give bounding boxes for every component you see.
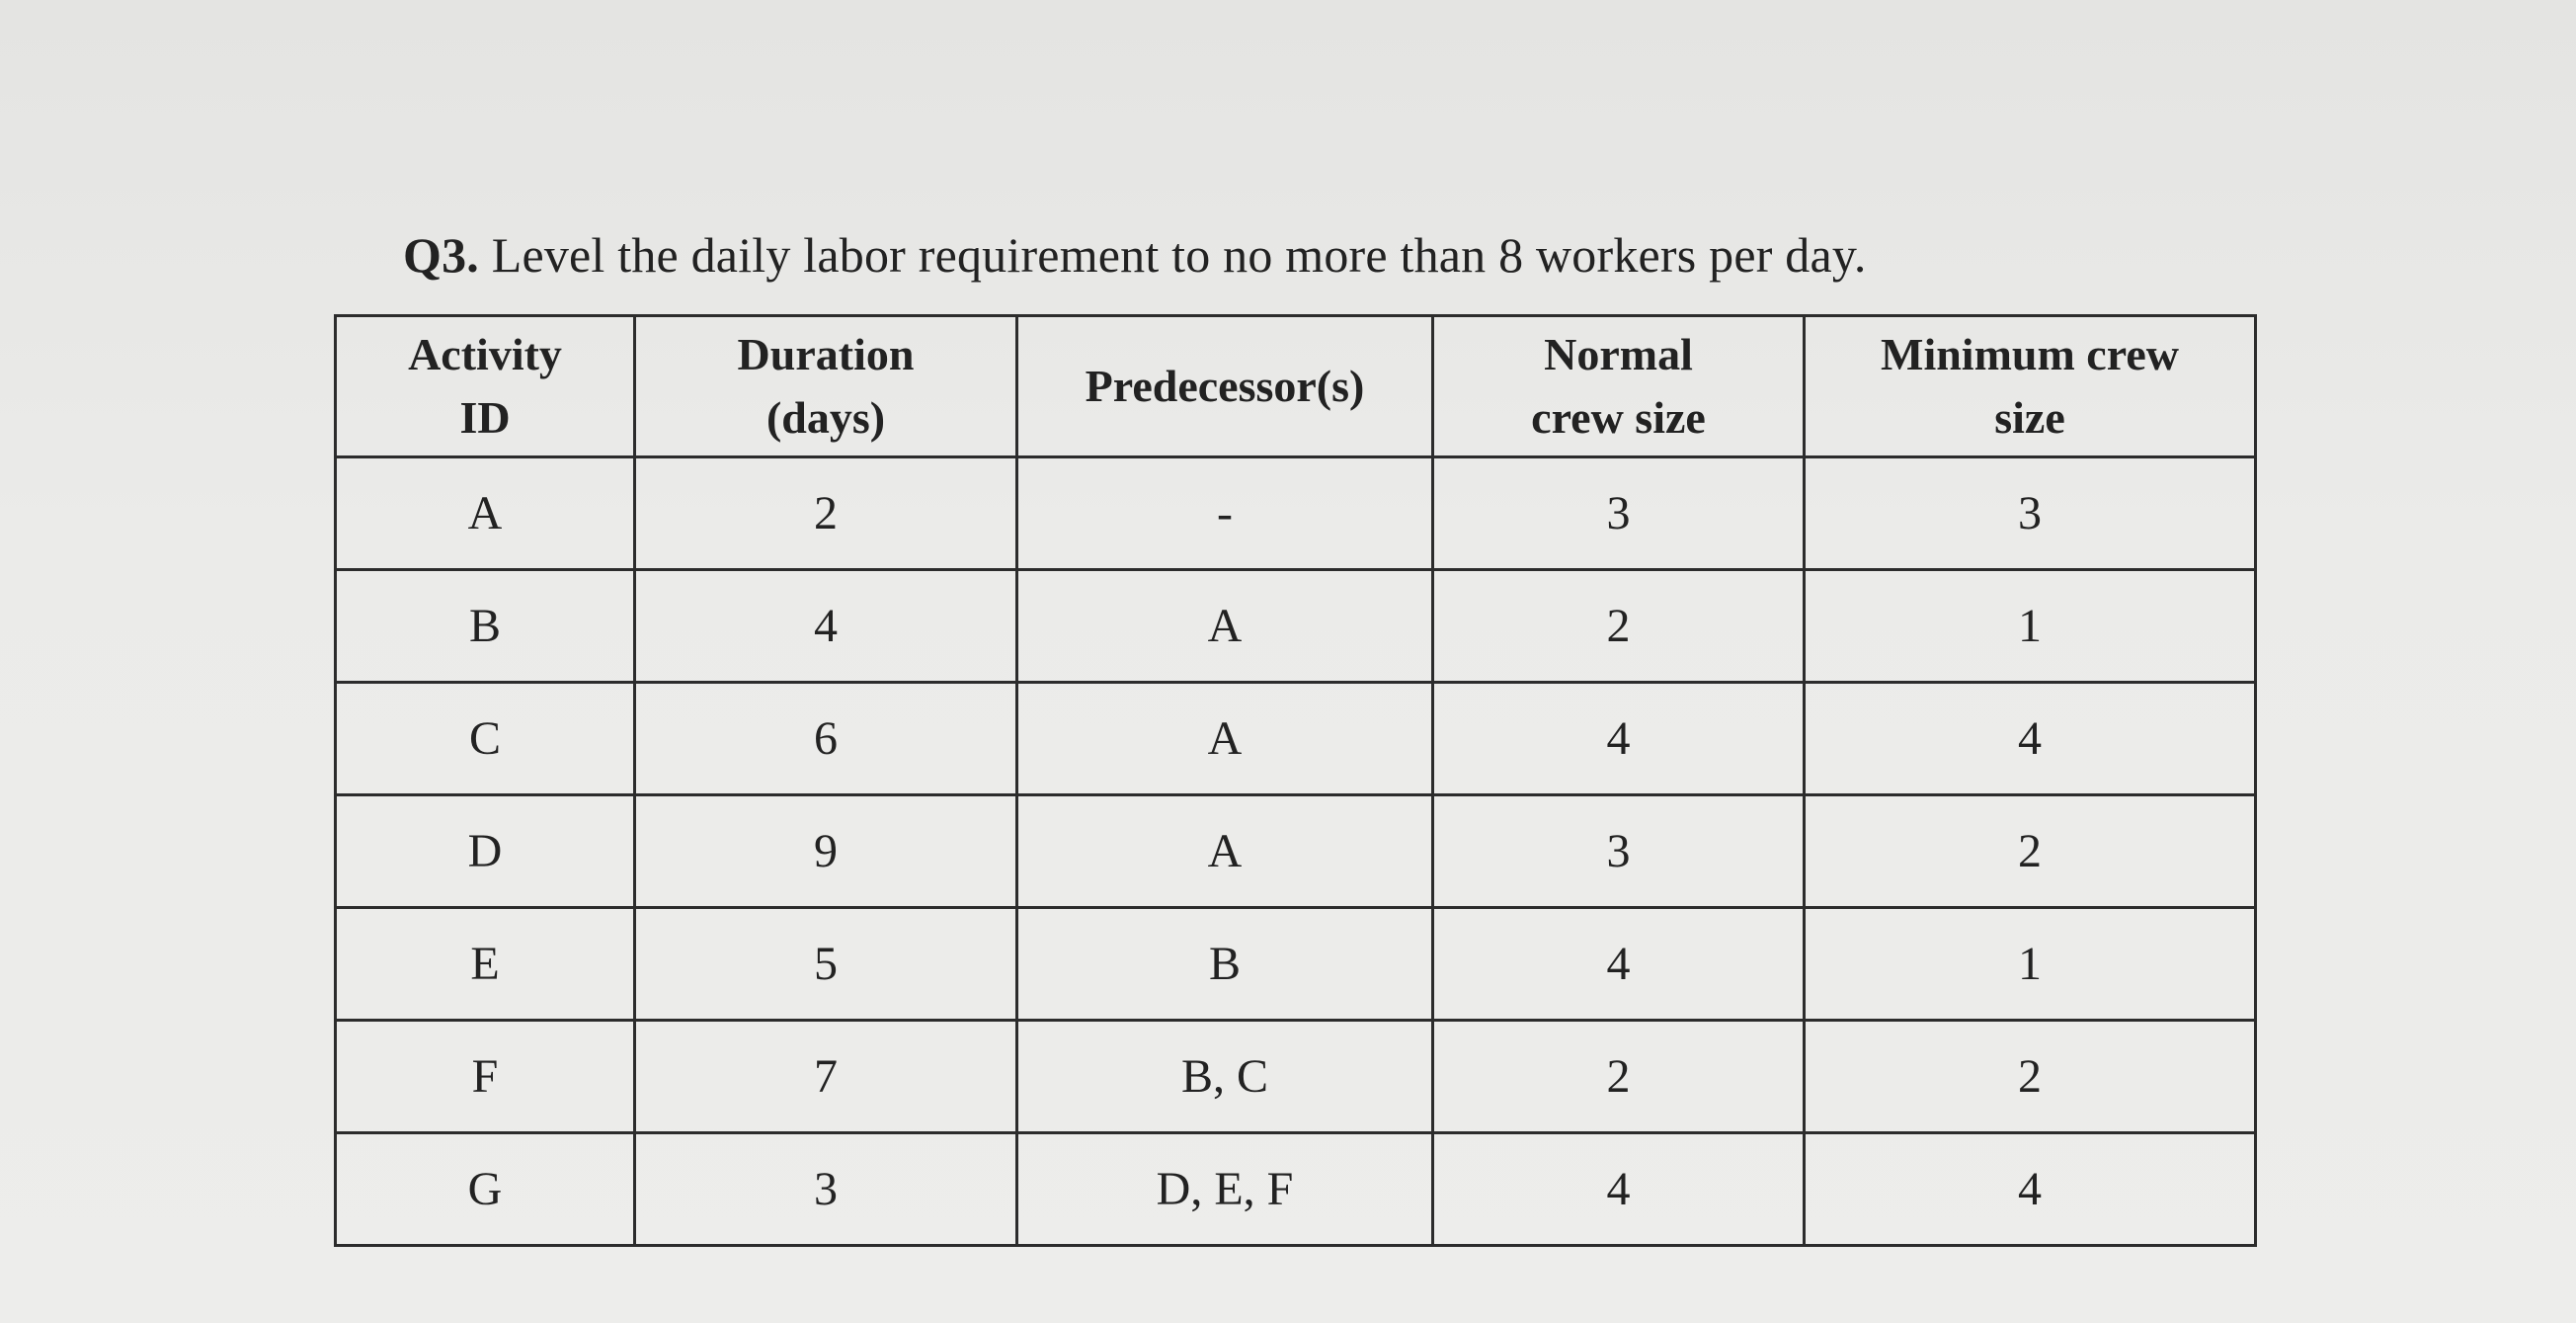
header-minimum-crew-size: Minimum crew size: [1805, 316, 2256, 457]
cell-minimum-crew: 2: [1805, 1021, 2256, 1133]
cell-minimum-crew: 4: [1805, 683, 2256, 795]
question-heading: [403, 225, 1867, 285]
header-activity-id: Activity ID: [336, 316, 635, 457]
cell-normal-crew: 3: [1433, 795, 1805, 908]
table-row: [336, 457, 2256, 570]
table-header-row: [336, 316, 2256, 457]
cell-minimum-crew: 3: [1805, 457, 2256, 570]
cell-normal-crew: 4: [1433, 908, 1805, 1021]
cell-predecessors: A: [1017, 570, 1433, 683]
cell-normal-crew: 4: [1433, 683, 1805, 795]
cell-duration: 6: [635, 683, 1017, 795]
question-text: Level the daily labor requirement to no more than 8 workers per day.: [491, 227, 1867, 283]
cell-activity-id: F: [336, 1021, 635, 1133]
table-row: [336, 570, 2256, 683]
cell-duration: 3: [635, 1133, 1017, 1246]
cell-minimum-crew: 2: [1805, 795, 2256, 908]
cell-activity-id: E: [336, 908, 635, 1021]
cell-activity-id: B: [336, 570, 635, 683]
question-number: Q3.: [403, 227, 479, 283]
cell-activity-id: D: [336, 795, 635, 908]
cell-minimum-crew: 1: [1805, 570, 2256, 683]
cell-duration: 7: [635, 1021, 1017, 1133]
cell-normal-crew: 4: [1433, 1133, 1805, 1246]
cell-predecessors: -: [1017, 457, 1433, 570]
cell-normal-crew: 2: [1433, 1021, 1805, 1133]
cell-predecessors: A: [1017, 683, 1433, 795]
cell-predecessors: B, C: [1017, 1021, 1433, 1133]
cell-normal-crew: 3: [1433, 457, 1805, 570]
cell-normal-crew: 2: [1433, 570, 1805, 683]
cell-activity-id: A: [336, 457, 635, 570]
header-duration: Duration (days): [635, 316, 1017, 457]
activity-table-container: [334, 314, 2257, 1247]
table-row: [336, 795, 2256, 908]
cell-minimum-crew: 1: [1805, 908, 2256, 1021]
cell-activity-id: C: [336, 683, 635, 795]
table-row: [336, 1133, 2256, 1246]
table-row: [336, 908, 2256, 1021]
cell-minimum-crew: 4: [1805, 1133, 2256, 1246]
cell-predecessors: A: [1017, 795, 1433, 908]
header-normal-crew-size: Normal crew size: [1433, 316, 1805, 457]
cell-predecessors: D, E, F: [1017, 1133, 1433, 1246]
header-predecessors: Predecessor(s): [1017, 316, 1433, 457]
cell-duration: 4: [635, 570, 1017, 683]
cell-duration: 5: [635, 908, 1017, 1021]
table-row: [336, 683, 2256, 795]
cell-duration: 9: [635, 795, 1017, 908]
table-row: [336, 1021, 2256, 1133]
activity-table: [334, 314, 2257, 1247]
cell-activity-id: G: [336, 1133, 635, 1246]
cell-predecessors: B: [1017, 908, 1433, 1021]
cell-duration: 2: [635, 457, 1017, 570]
